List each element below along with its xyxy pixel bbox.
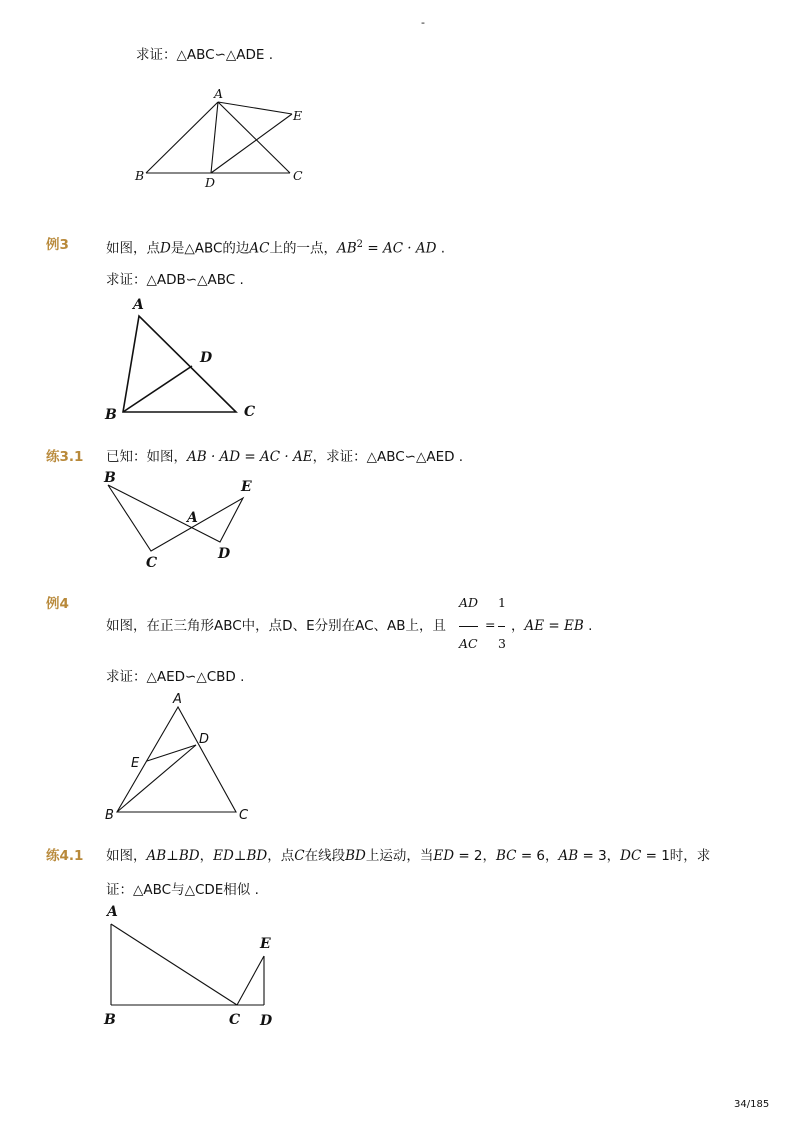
segment-bd	[117, 745, 196, 812]
math-var: BC	[496, 848, 517, 864]
text-part: = 1时，求	[641, 848, 711, 864]
math-var: AC	[249, 240, 270, 257]
tag-number: 4.1	[59, 848, 84, 864]
tag-number: 3.1	[59, 449, 84, 465]
prove-statement-pre: 求证：△ABC∽△ADE .	[136, 47, 274, 63]
figure-lines	[123, 316, 236, 412]
math-expr: AB · AD = AC · AE	[187, 449, 313, 465]
text-part: 在线段	[304, 848, 346, 864]
tag-number: 4	[59, 596, 69, 612]
tag-prefix: 练	[46, 449, 60, 465]
label-d: D	[260, 1013, 273, 1029]
fraction-numerator: AD	[459, 595, 479, 610]
crossed-triangles	[108, 485, 243, 551]
math-var: AB	[558, 848, 579, 864]
fraction-numerator-2: 1	[498, 595, 506, 610]
figure-triangle-abc-point-d	[100, 292, 270, 427]
text-part: = 2，	[454, 848, 497, 864]
text-part: 如图，	[106, 848, 147, 864]
practice-4-1-tag	[46, 847, 83, 865]
math-var: ED	[433, 848, 455, 864]
fraction-denominator-2: 3	[498, 636, 506, 651]
text-part: .	[436, 240, 446, 257]
segment-ad	[211, 102, 218, 173]
text-part: = 3，	[578, 848, 621, 864]
math-var: DC	[620, 848, 642, 864]
practice-3-1-statement	[106, 448, 463, 466]
tag-prefix: 例	[46, 237, 60, 253]
label-c: C	[244, 404, 256, 420]
example-3-statement	[106, 236, 445, 258]
label-a: A	[187, 510, 198, 526]
page-number: 34/185	[734, 1099, 770, 1110]
label-a: A	[107, 904, 118, 920]
text-part: 上运动，当	[365, 848, 434, 864]
text-part: = 6，	[516, 848, 559, 864]
label-c: C	[239, 808, 249, 823]
figure-crossed-triangles	[98, 468, 268, 578]
label-b: B	[104, 1012, 116, 1028]
segment-bd	[123, 366, 192, 412]
equals-sign: =	[485, 617, 496, 632]
figure-right-triangles	[100, 900, 290, 1035]
label-c: C	[293, 168, 303, 183]
segment-ac	[218, 102, 290, 173]
figure-lines	[108, 485, 243, 551]
example-3-prove: 求证：△ADB∽△ABC .	[106, 272, 244, 288]
label-c: C	[146, 555, 158, 571]
label-c: C	[229, 1012, 241, 1028]
label-e: E	[241, 479, 252, 495]
practice-4-1-statement-line2: 证：△ABC与△CDE相似 .	[106, 882, 259, 898]
math-expr: AE = EB	[524, 618, 584, 634]
label-d: D	[200, 350, 213, 366]
figure-lines	[146, 102, 292, 173]
example-4-condition	[511, 617, 592, 635]
label-b: B	[135, 168, 145, 183]
header-mark: -	[421, 16, 425, 29]
segment-ce	[237, 956, 264, 1005]
label-a: A	[173, 692, 182, 707]
segment-ab	[146, 102, 218, 173]
example-4-prove: 求证：△AED∽△CBD .	[106, 669, 245, 685]
figure-lines	[111, 924, 264, 1005]
label-e: E	[131, 756, 140, 771]
math-expr: AB⊥BD	[146, 848, 200, 864]
label-b: B	[105, 808, 114, 823]
example-4-tag	[46, 595, 69, 613]
segment-ac	[111, 924, 237, 1005]
tag-prefix: 练	[46, 848, 60, 864]
text-part: ，	[511, 618, 525, 634]
math-var: C	[294, 848, 305, 864]
math-expr: = AC · AD	[363, 240, 437, 257]
practice-4-1-statement	[106, 847, 710, 865]
text-part: ，	[199, 848, 214, 864]
figure-triangles-abc-ade	[130, 84, 330, 194]
label-e: E	[293, 108, 303, 123]
math-superscript: 2	[356, 239, 364, 250]
text-part: 已知：如图，	[106, 449, 187, 465]
math-var: D	[160, 240, 171, 257]
tag-prefix: 例	[46, 596, 60, 612]
example-4-statement: 如图，在正三角形ABC中，点D、E分别在AC、AB上，且	[106, 618, 447, 634]
label-a: A	[133, 297, 144, 313]
figure-equilateral-triangle	[100, 688, 260, 823]
label-e: E	[260, 936, 271, 952]
tag-number: 3	[59, 237, 69, 253]
label-b: B	[105, 407, 117, 423]
text-part: .	[583, 618, 593, 634]
text-part: 如图，点	[106, 240, 160, 257]
math-expr: AB	[337, 240, 357, 257]
practice-3-1-tag	[46, 448, 83, 466]
label-d: D	[199, 732, 210, 747]
example-3-tag	[46, 236, 69, 254]
fraction-bar	[459, 626, 478, 627]
text-part: ，求证：△ABC∽△AED .	[312, 449, 464, 465]
math-var: BD	[345, 848, 366, 864]
label-a: A	[214, 86, 224, 101]
label-d: D	[205, 175, 216, 190]
triangle-abc	[123, 316, 236, 412]
text-part: ，点	[267, 848, 295, 864]
fraction-bar-2	[498, 626, 505, 627]
label-b: B	[104, 470, 116, 486]
segment-de	[211, 114, 292, 173]
text-part: 上的一点，	[269, 240, 337, 257]
label-d: D	[218, 546, 231, 562]
text-part: 是△ABC的边	[170, 240, 250, 257]
fraction-denominator: AC	[459, 636, 478, 651]
math-expr: ED⊥BD	[213, 848, 268, 864]
